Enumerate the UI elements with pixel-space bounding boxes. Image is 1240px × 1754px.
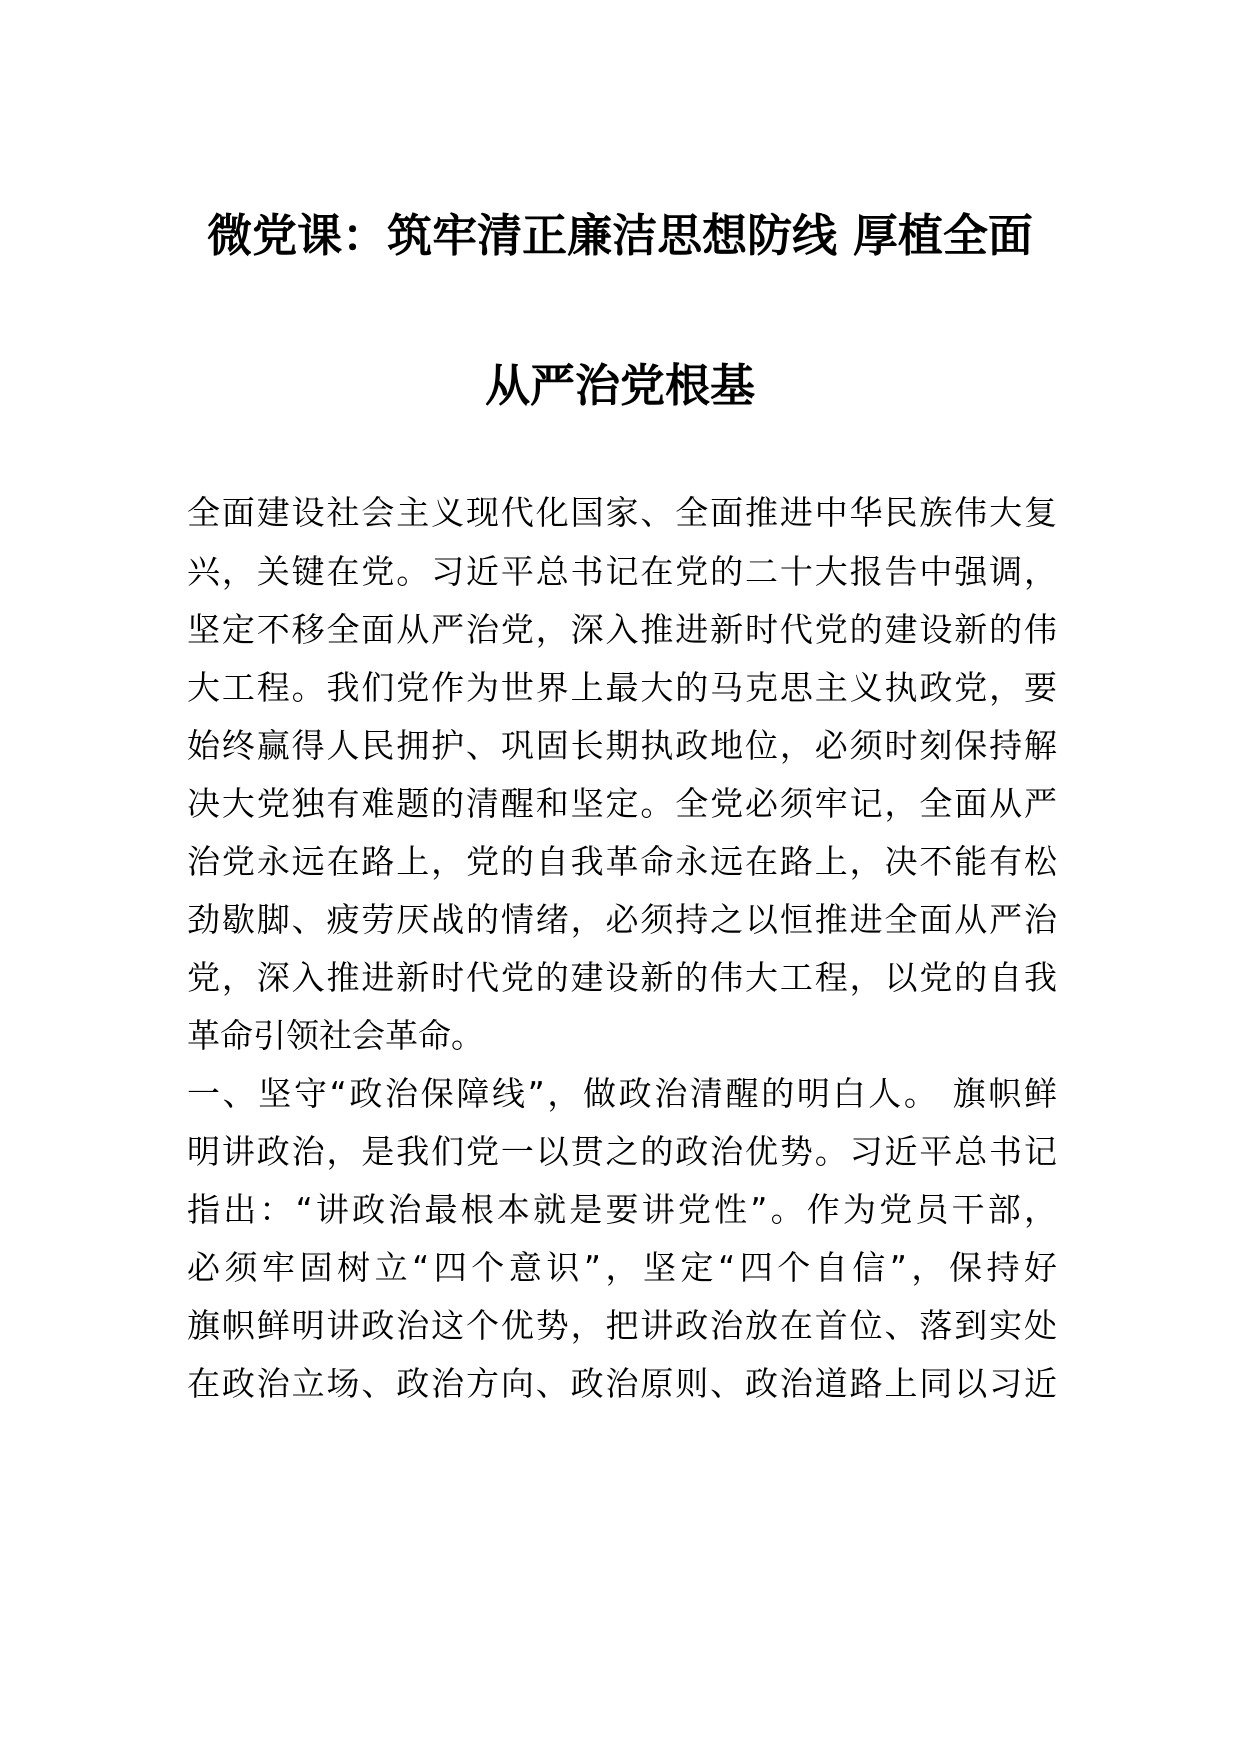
body-line: 决大党独有难题的清醒和坚定。全党必须牢记，全面从严 (187, 784, 1057, 823)
body-line: 坚定不移全面从严治党，深入推进新时代党的建设新的伟 (187, 610, 1057, 649)
body-line: 旗帜鲜明讲政治这个优势，把讲政治放在首位、落到实处 (187, 1306, 1057, 1345)
body-line: 始终赢得人民拥护、巩固长期执政地位，必须时刻保持解 (187, 726, 1057, 765)
document-title-line-1: 微党课：筑牢清正廉洁思想防线 厚植全面 (207, 209, 1033, 262)
body-line: 劲歇脚、疲劳厌战的情绪，必须持之以恒推进全面从严治 (187, 900, 1057, 939)
body-line: 大工程。我们党作为世界上最大的马克思主义执政党，要 (187, 668, 1057, 707)
body-line: 革命引领社会革命。 (187, 1016, 484, 1055)
document-title-line-2: 从严治党根基 (484, 359, 755, 412)
body-line: 兴，关键在党。习近平总书记在党的二十大报告中强调， (187, 552, 1057, 591)
body-line: 全面建设社会主义现代化国家、全面推进中华民族伟大复 (187, 493, 1057, 532)
body-line: 一、坚守“政治保障线”，做政治清醒的明白人。 旗帜鲜 (187, 1074, 1057, 1113)
body-line: 必须牢固树立“四个意识”，坚定“四个自信”，保持好 (187, 1248, 1057, 1287)
body-line: 指出：“讲政治最根本就是要讲党性”。作为党员干部， (187, 1190, 1057, 1229)
body-line: 在政治立场、政治方向、政治原则、政治道路上同以习近 (187, 1364, 1057, 1403)
body-line: 治党永远在路上，党的自我革命永远在路上，决不能有松 (187, 842, 1057, 881)
body-line: 党，深入推进新时代党的建设新的伟大工程，以党的自我 (187, 958, 1057, 997)
body-line: 明讲政治，是我们党一以贯之的政治优势。习近平总书记 (187, 1132, 1057, 1171)
